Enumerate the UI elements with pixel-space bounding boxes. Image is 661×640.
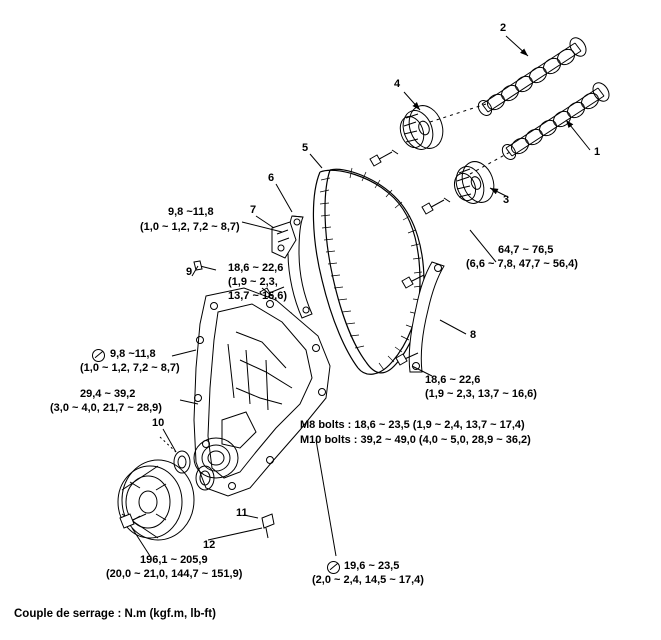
- torque-cover-bolt-medium-line1: 29,4 ~ 39,2: [80, 388, 136, 400]
- callout-6: 6: [268, 172, 275, 184]
- timing-chain-cover: [194, 288, 330, 496]
- callout-4: 4: [394, 78, 401, 90]
- torque-unit-footer: Couple de serrage : N.m (kgf.m, lb-ft): [14, 608, 216, 620]
- sprocket-3: [451, 157, 499, 207]
- woodruff-key: [262, 514, 274, 538]
- callout-3: 3: [503, 194, 510, 206]
- torque-chain-guide-right-line2: (1,9 ~ 2,3, 13,7 ~ 16,6): [425, 388, 537, 400]
- callout-1: 1: [594, 146, 601, 158]
- torque-oil-pump-bolt-line1: 19,6 ~ 23,5: [344, 560, 400, 572]
- callout-2: 2: [500, 22, 507, 34]
- torque-camshaft-sprocket-line2: (6,6 ~ 7,8, 47,7 ~ 56,4): [466, 258, 578, 270]
- leader-8: [440, 320, 466, 334]
- torque-camshaft-sprocket-line1: 64,7 ~ 76,5: [498, 244, 554, 256]
- leader-10: [163, 429, 176, 452]
- torque-chain-tensioner-line2: (1,9 ~ 2,3,: [228, 276, 278, 288]
- torque-oil-pump-bolt-line2: (2,0 ~ 2,4, 14,5 ~ 17,4): [312, 574, 424, 586]
- bolt-spec-note-line1: M8 bolts : 18,6 ~ 23,5 (1,9 ~ 2,4, 13,7 ~ 17,4): [300, 419, 525, 431]
- callout-8: 8: [470, 329, 477, 341]
- callout-10: 10: [152, 417, 165, 429]
- sprocket-bolt-lower: [422, 198, 450, 214]
- torque-chain-guide-upper-line1: 9,8 ~11,8: [168, 206, 214, 218]
- sprocket-4: [396, 101, 448, 154]
- leader-5: [310, 154, 322, 168]
- leader-torque-oil-pump: [316, 440, 336, 556]
- leader-torque-crank: [132, 528, 150, 556]
- leader-2: [506, 36, 528, 56]
- bolt-spec-note-line2: M10 bolts : 39,2 ~ 49,0 (4,0 ~ 5,0, 28,9 ~ 36,2): [300, 434, 531, 446]
- seal-ring-10: [160, 437, 190, 473]
- callout-7: 7: [250, 204, 257, 216]
- torque-chain-guide-right-line1: 18,6 ~ 22,6: [425, 374, 481, 386]
- torque-chain-guide-upper-line2: (1,0 ~ 1,2, 7,2 ~ 8,7): [140, 221, 240, 233]
- leader-6: [276, 184, 292, 212]
- torque-chain-tensioner-line1: 18,6 ~ 22,6: [228, 262, 284, 274]
- torque-chain-tensioner-line3: 13,7 ~ 16,6): [228, 290, 288, 302]
- torque-cover-bolt-small-line1: 9,8 ~11,8: [110, 348, 156, 360]
- torque-cover-bolt-medium-line2: (3,0 ~ 4,0, 21,7 ~ 28,9): [50, 402, 162, 414]
- camshaft-2: [476, 35, 590, 118]
- bolt-marker-icon-1: [92, 349, 105, 362]
- bolt-marker-icon-2: [327, 561, 340, 574]
- crank-pulley-bolt: [120, 514, 146, 528]
- leader-4: [404, 92, 420, 110]
- timing-chain: [313, 168, 424, 374]
- torque-cover-bolt-small-line2: (1,0 ~ 1,2, 7,2 ~ 8,7): [80, 362, 180, 374]
- sprocket-bolt-upper: [370, 150, 398, 166]
- torque-crank-pulley-line1: 196,1 ~ 205,9: [140, 554, 208, 566]
- callout-9: 9: [186, 266, 193, 278]
- bolt-9: [194, 261, 216, 270]
- chain-guide-right: [409, 262, 444, 372]
- callout-12: 12: [203, 539, 216, 551]
- leader-12: [208, 528, 262, 540]
- callout-11: 11: [236, 507, 248, 519]
- leader-1: [566, 120, 590, 150]
- leader-torque-cover-small: [172, 350, 196, 356]
- callout-5: 5: [302, 142, 309, 154]
- crankshaft-pulley: [118, 460, 194, 540]
- torque-crank-pulley-line2: (20,0 ~ 21,0, 144,7 ~ 151,9): [106, 568, 243, 580]
